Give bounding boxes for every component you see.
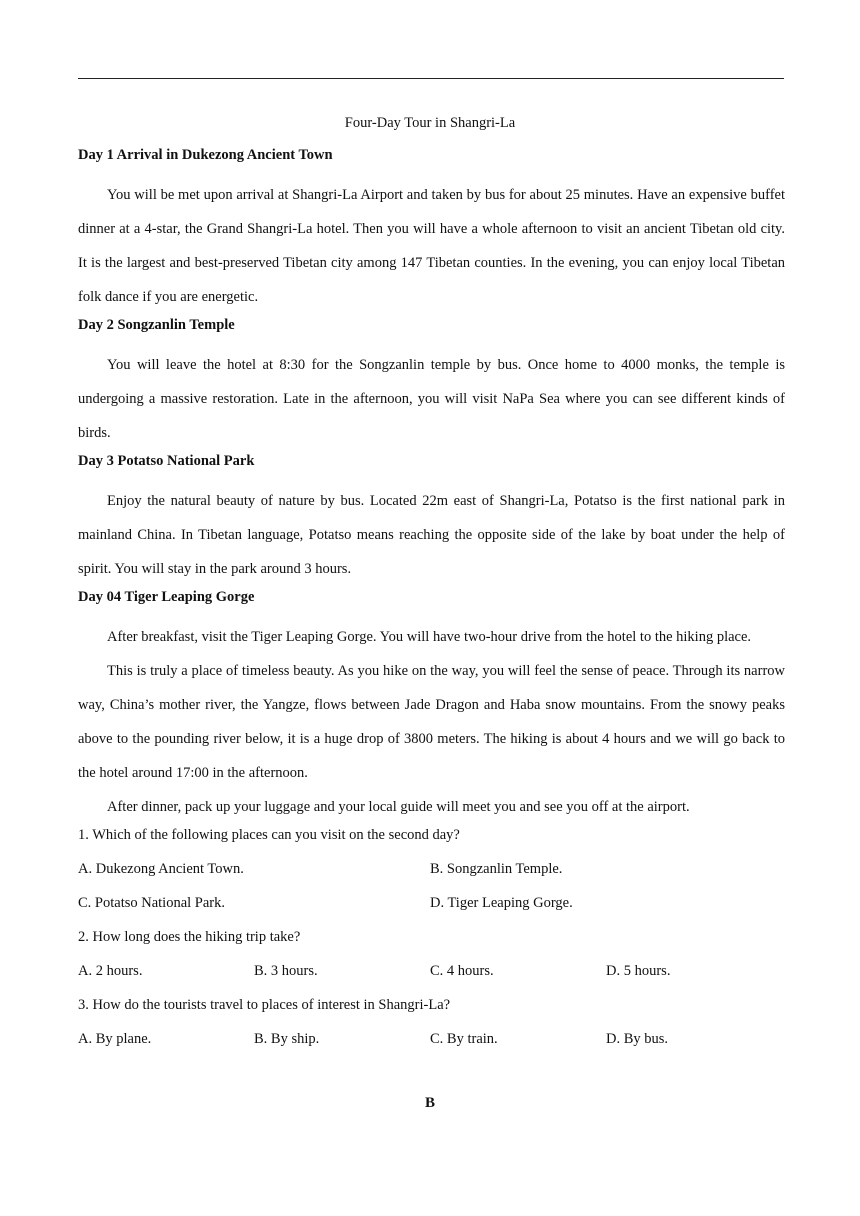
option-b: B. By ship. [254,1031,320,1047]
option-a: A. Dukezong Ancient Town. [78,861,244,877]
header-rule [78,78,784,79]
option-a: A. 2 hours. [78,963,143,979]
day-heading: Day 1 Arrival in Dukezong Ancient Town [78,147,333,163]
option-c: C. By train. [430,1031,498,1047]
question-stem: 1. Which of the following places can you visit on the second day? [78,827,460,843]
day-paragraph: You will leave the hotel at 8:30 for the Songzanlin temple by bus. Once home to 4000 monks, the temple is undergoing a massive restoration. Late in the afternoon, you will visit NaPa Sea where you can see different kinds of birds. [78,357,785,441]
day-paragraph: This is truly a place of timeless beauty. As you hike on the way, you will feel the sense of peace. Through its narrow way, China’s mother river, the Yangze, flows between Jade Dragon and Haba snow mountains. From the snowy peaks above to the pounding river below, it is a huge drop of 3800 meters. The hiking is about 4 hours and we will go back to the hotel around 17:00 in the afternoon. [78,663,785,781]
question-stem: 3. How do the tourists travel to places of interest in Shangri-La? [78,997,451,1013]
day-paragraph: After breakfast, visit the Tiger Leaping Gorge. You will have two-hour drive from the hotel to the hiking place. [107,629,752,645]
question-options [78,892,785,914]
day-paragraph: You will be met upon arrival at Shangri-La Airport and taken by bus for about 25 minutes. Have an expensive buffet dinner at a 4-star, the Grand Shangri-La hotel. Then you will have a whole afternoon to visit an ancient Tibetan old city. It is the largest and best-preserved Tibetan city among 147 Tibetan counties. In the evening, you can enjoy local Tibetan folk dance if you are energetic. [78,187,785,305]
option-b: B. 3 hours. [254,963,318,979]
passage-title: Four-Day Tour in Shangri-La [344,115,516,131]
day-paragraph: Enjoy the natural beauty of nature by bus. Located 22m east of Shangri-La, Potatso is the first national park in mainland China. In Tibetan language, Potatso means reaching the opposite side of the lake by boat under the help of spirit. You will stay in the park around 3 hours. [78,493,785,577]
day-heading: Day 3 Potatso National Park [78,453,255,469]
day-heading: Day 2 Songzanlin Temple [78,317,235,333]
option-a: A. By plane. [78,1031,152,1047]
question-options [78,858,785,880]
option-d: D. By bus. [606,1031,669,1047]
option-d: D. 5 hours. [606,963,671,979]
question-stem: 2. How long does the hiking trip take? [78,929,301,945]
option-d: D. Tiger Leaping Gorge. [430,895,573,911]
option-c: C. 4 hours. [430,963,494,979]
day-paragraph: After dinner, pack up your luggage and your local guide will meet you and see you off at the airport. [107,799,690,815]
option-c: C. Potatso National Park. [78,895,226,911]
question-options [78,1028,785,1050]
day-heading: Day 04 Tiger Leaping Gorge [78,589,255,605]
option-b: B. Songzanlin Temple. [430,861,563,877]
passage-body [78,144,785,1062]
next-section-label: B [424,1095,435,1111]
question-options [78,960,785,982]
